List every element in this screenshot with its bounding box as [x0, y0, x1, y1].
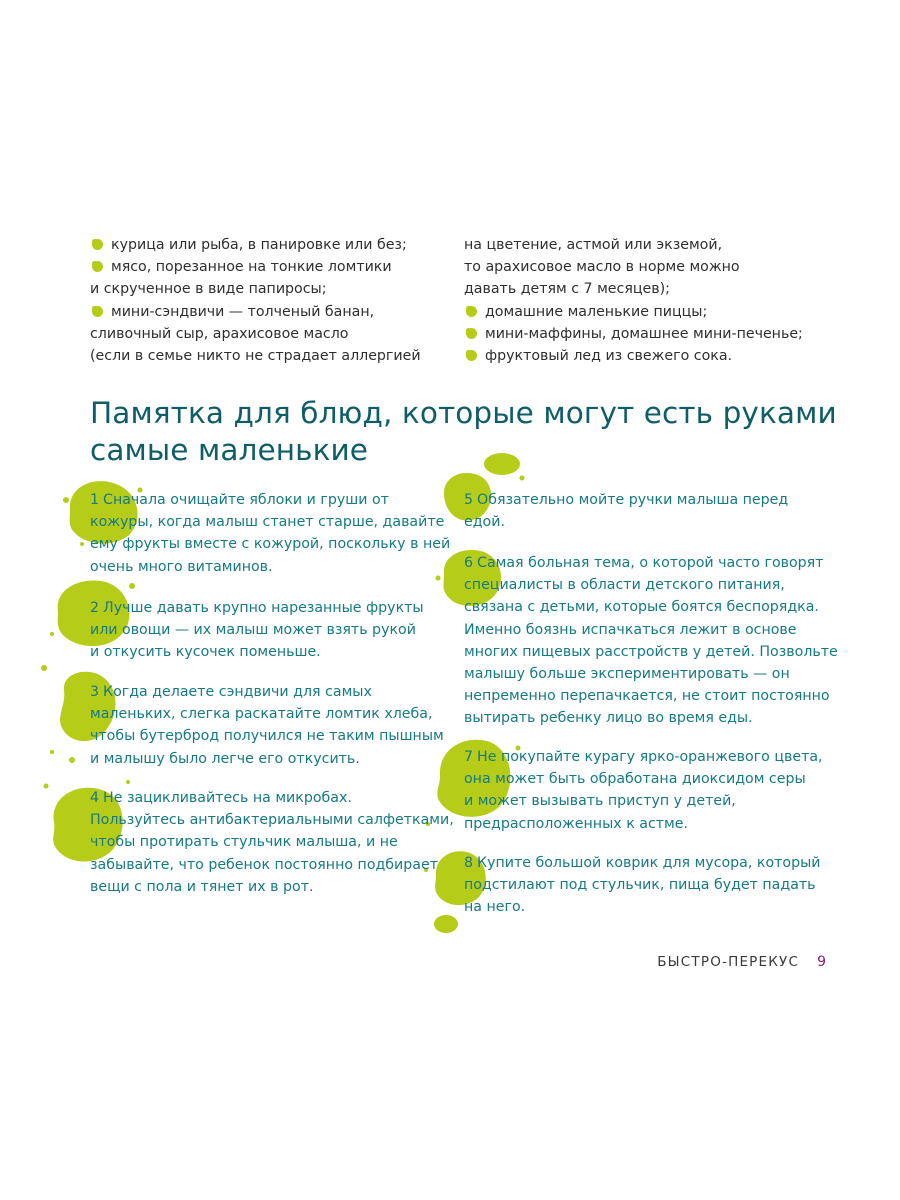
tip-number: 2 [90, 600, 100, 616]
tip-6: 6 Самая больная тема, о которой часто говорят специалисты в области детского питания, связана с детьми, которые боятся беспорядка. Именно боязнь испачкаться лежит в основе многих пищевых расстройств у детей. Позвольте малышу больше экспериментировать — он непременно перепачкается, не стоит постоянно вытирать ребенку лицо во время еды. [464, 555, 838, 727]
bullet-icon [466, 328, 477, 339]
list-item-continuation: (если в семье никто не страдает аллергией [90, 347, 421, 364]
tip-1: 1 Сначала очищайте яблоки и груши от кожуры, когда малыш станет старше, давайте ему фрукты вместе с кожурой, поскольку в ней очень много витаминов. [90, 492, 451, 575]
list-item: фруктовый лед из свежего сока. [464, 345, 803, 367]
list-item-continuation: и скрученное в виде папиросы; [90, 281, 327, 298]
tip-number: 3 [90, 684, 100, 700]
heading-line-1: Памятка для блюд, которые могут есть руками [90, 396, 837, 430]
tip-number: 5 [464, 492, 474, 508]
list-item: курица или рыба, в панировке или без; [90, 234, 421, 256]
bullet-icon [466, 350, 477, 361]
bullet-icon [92, 306, 103, 317]
tip-number: 7 [464, 749, 474, 765]
tip-number: 1 [90, 492, 100, 508]
tip-number: 8 [464, 855, 474, 871]
bullet-icon [92, 239, 103, 250]
heading-line-2: самые маленькие [90, 433, 369, 467]
tip-8: 8 Купите большой коврик для мусора, который подстилают под стульчик, пища будет падать на него. [464, 855, 821, 916]
section-name: БЫСТРО-ПЕРЕКУС [657, 954, 800, 970]
list-item: домашние маленькие пиццы; [464, 301, 803, 323]
page-footer [657, 954, 826, 970]
tip-3: 3 Когда делаете сэндвичи для самых маленьких, слегка раскатайте ломтик хлеба, чтобы бутерброд получился не таким пышным и малышу было легче его откусить. [90, 684, 444, 767]
list-item-continuation: то арахисовое масло в норме можно [464, 259, 740, 276]
list-item: мини-маффины, домашнее мини-печенье; [464, 323, 803, 345]
intro-right-column [464, 234, 803, 367]
tip-4: 4 Не зацикливайтесь на микробах. Пользуйтесь антибактериальными салфетками, чтобы протирать стульчик малыша, и не забывайте, что ребенок постоянно подбирает вещи с пола и тянет их в рот. [90, 790, 454, 895]
list-item-continuation: сливочный сыр, арахисовое масло [90, 325, 349, 342]
bullet-icon [92, 261, 103, 272]
section-heading [90, 395, 837, 469]
tip-7: 7 Не покупайте курагу ярко-оранжевого цвета, она может быть обработана диоксидом серы и может вызывать приступ у детей, предрасположенных к астме. [464, 749, 823, 832]
tip-number: 6 [464, 555, 474, 571]
tip-5: 5 Обязательно мойте ручки малыша перед едой. [464, 492, 789, 531]
page-number: 9 [817, 954, 826, 970]
list-item-continuation: давать детям с 7 месяцев); [464, 281, 670, 298]
list-item: мини-сэндвичи — толченый банан, [90, 301, 421, 323]
intro-left-column [90, 234, 421, 367]
bullet-icon [466, 306, 477, 317]
tip-2: 2 Лучше давать крупно нарезанные фрукты или овощи — их малыш может взять рукой и откусить кусочек поменьше. [90, 600, 424, 661]
list-item: мясо, порезанное на тонкие ломтики [90, 256, 421, 278]
list-item-continuation: на цветение, астмой или экземой, [464, 237, 723, 253]
tip-number: 4 [90, 790, 100, 806]
